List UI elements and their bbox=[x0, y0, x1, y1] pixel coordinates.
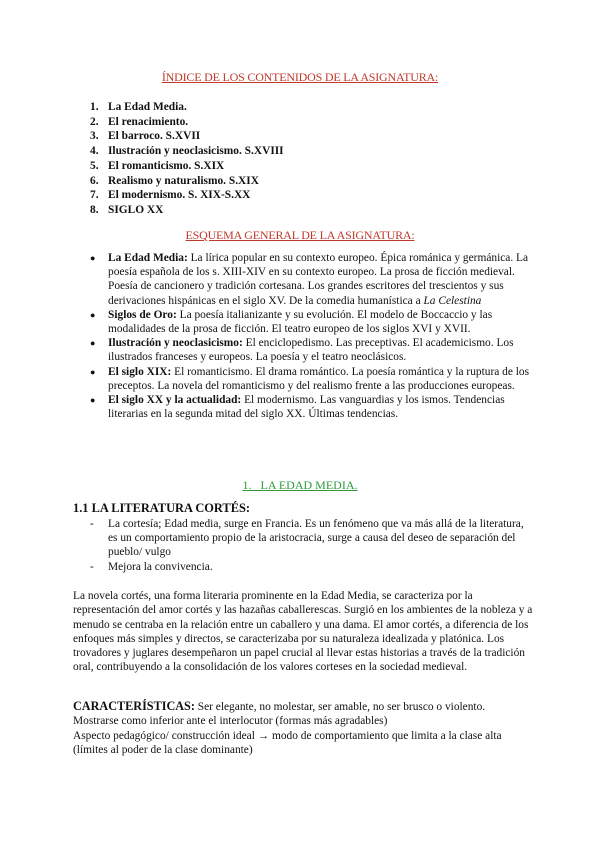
toc-item-number: 1. bbox=[90, 101, 99, 113]
scheme-term: Siglos de Oro: bbox=[108, 308, 177, 321]
scheme-item bbox=[90, 308, 530, 336]
characteristics-block bbox=[73, 699, 535, 757]
toc-item bbox=[90, 203, 284, 218]
toc-list bbox=[90, 100, 284, 218]
toc-item-label: El renacimiento. bbox=[108, 115, 189, 128]
toc-item bbox=[90, 144, 284, 159]
toc-item-label: La Edad Media. bbox=[108, 101, 187, 113]
scheme-text: El enciclopedismo. Las preceptivas. El academicismo. Los ilustrados franceses y europeos. La poesía y el teatro neoclásicos. bbox=[108, 337, 514, 364]
toc-item-number: 7. bbox=[90, 189, 99, 202]
characteristics-line: Ser elegante, no molestar, ser amable, no ser brusco o violento. bbox=[194, 701, 486, 713]
toc-item-number: 5. bbox=[90, 159, 99, 172]
scheme-text: La poesía italianizante y su evolución. El modelo de Boccaccio y las modalidades de la prosa de ficción. El teatro europeo de los siglos XVI y XVII. bbox=[108, 308, 493, 336]
scheme-item bbox=[90, 365, 530, 393]
toc-item-number: 2. bbox=[90, 115, 99, 128]
toc-item-label: El romanticismo. S.XIX bbox=[108, 159, 225, 172]
toc-item bbox=[90, 188, 284, 203]
characteristics-label: CARACTERÍSTICAS: bbox=[73, 699, 195, 713]
characteristics-line: Aspecto pedagógico/ construcción ideal → modo de comportamiento que limita a la clase alta (límites al poder de la clase dominante) bbox=[73, 729, 502, 756]
toc-item-number: 4. bbox=[90, 145, 99, 158]
toc-item bbox=[90, 159, 284, 174]
scheme-list bbox=[90, 251, 530, 421]
toc-item-number: 6. bbox=[90, 174, 99, 187]
scheme-item bbox=[90, 336, 530, 364]
scheme-term: El siglo XX y la actualidad: bbox=[108, 394, 242, 407]
scheme-heading: ESQUEMA GENERAL DE LA ASIGNATURA: bbox=[185, 228, 415, 242]
scheme-item bbox=[90, 251, 530, 308]
dash-item: - La cortesía; Edad media, surge en Francia. Es un fenómeno que va más allá de la literatura, es un comportamiento propio de la aristocracia, surge a causa del deseo de separación del pueblo/ vulgo bbox=[90, 517, 530, 560]
toc-item-label: Realismo y naturalismo. S.XIX bbox=[108, 174, 259, 187]
toc-item-label: SIGLO XX bbox=[108, 203, 164, 216]
toc-item bbox=[90, 100, 284, 115]
dash-list bbox=[90, 517, 530, 574]
scheme-term: Ilustración y neoclasicismo: bbox=[108, 337, 243, 350]
toc-item-label: El barroco. S.XVII bbox=[108, 130, 201, 143]
toc-item bbox=[90, 129, 284, 144]
scheme-term: La Edad Media: bbox=[108, 252, 188, 264]
toc-item-number: 3. bbox=[90, 130, 99, 143]
characteristics-line: Mostrarse como inferior ante el interlocutor (formas más agradables) bbox=[73, 715, 388, 728]
toc-heading: ÍNDICE DE LOS CONTENIDOS DE LA ASIGNATURA: bbox=[161, 70, 439, 84]
subsection-title: 1.1 LA LITERATURA CORTÉS: bbox=[73, 501, 250, 515]
body-paragraph: La novela cortés, una forma literaria prominente en la Edad Media, se caracteriza por la representación del amor cortés y las hazañas caballerescas. Surgió en los ambientes de la nobleza y a menudo se centraba en la relación entre un caballero y una dama. El amor cortés, a diferencia de los enfoques más simples y directos, se caracterizaba por su naturaleza idealizada y platónica. Los trovadores y juglares desempeñaron un papel crucial al llevar estas historias a través de la tradición oral, contribuyendo a la consolidación de los valores corteses en la sociedad medieval. bbox=[73, 590, 533, 674]
toc-item bbox=[90, 115, 284, 130]
scheme-text: La lírica popular en su contexto europeo. Épica románica y germánica. La poesía española de los s. XIII-XIV en su contexto europeo. La prosa de ficción medieval. Poesía de cancionero y tradición cortesana. Los grandes escritores del trescientos y sus derivaciones hispánicas en el siglo XV. De la comedia humanística a bbox=[108, 252, 529, 307]
scheme-text: El romanticismo. El drama romántico. La poesía romántica y la ruptura de los preceptos. La novela del romanticismo y del realismo frente a las producciones europeas. bbox=[108, 365, 530, 392]
section-heading: 1. LA EDAD MEDIA. bbox=[242, 478, 358, 492]
scheme-italic: La Celestina bbox=[423, 294, 482, 307]
scheme-term: El siglo XIX: bbox=[108, 365, 172, 378]
scheme-text: El modernismo. Las vanguardias y los ismos. Tendencias literarias en la segunda mitad del siglo XX. Últimas tendencias. bbox=[108, 394, 505, 421]
toc-item-label: Ilustración y neoclasicismo. S.XVIII bbox=[108, 145, 284, 158]
dash-item: - Mejora la convivencia. bbox=[90, 560, 530, 574]
toc-item-number: 8. bbox=[90, 203, 99, 216]
toc-item bbox=[90, 174, 284, 189]
toc-item-label: El modernismo. S. XIX-S.XX bbox=[108, 189, 251, 202]
scheme-item bbox=[90, 393, 530, 421]
